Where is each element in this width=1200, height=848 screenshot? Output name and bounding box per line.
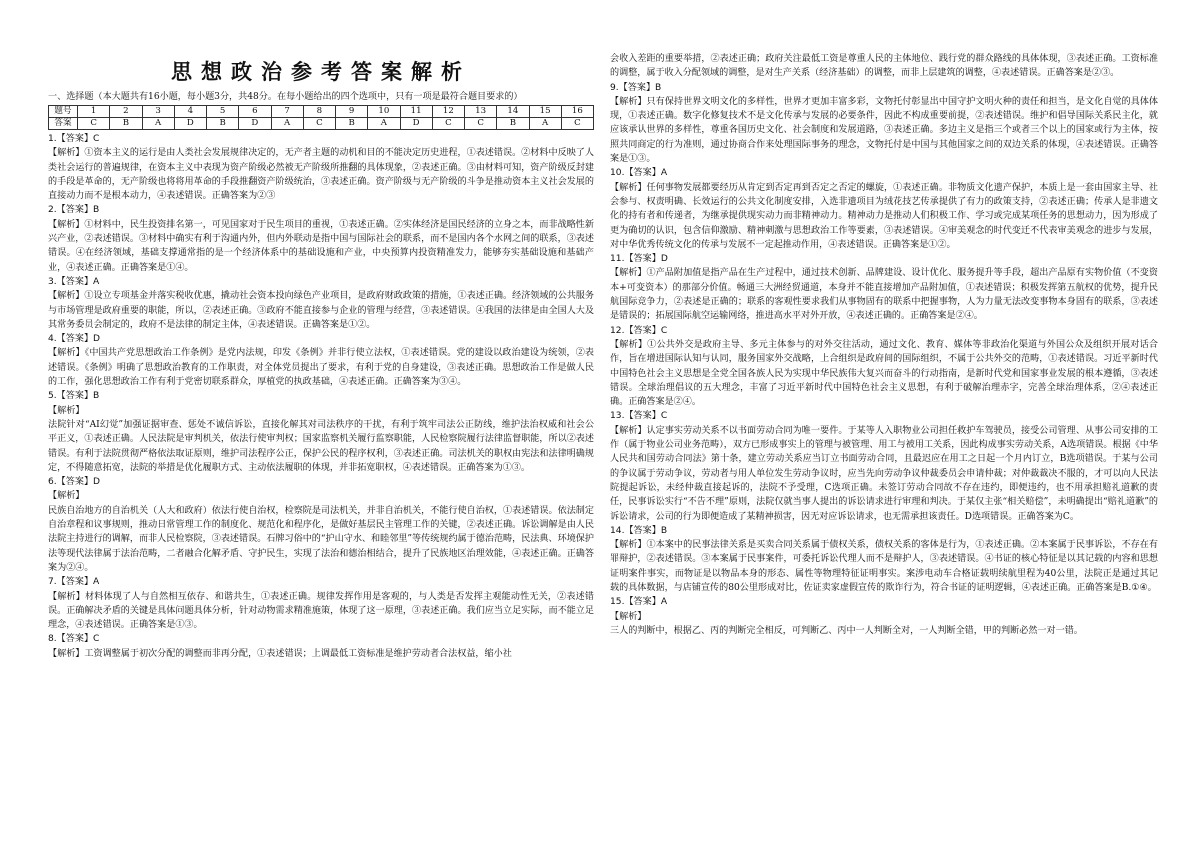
answer-explanation-item bbox=[610, 52, 1158, 81]
explanation-text: 【解析】 bbox=[48, 405, 85, 416]
answer-explanation-item bbox=[610, 252, 1158, 323]
answer-cell: A bbox=[368, 118, 400, 130]
answer-explanation-item bbox=[610, 324, 1158, 410]
left-column bbox=[48, 0, 594, 848]
explanation-text: 三人的判断中，根据乙、丙的判断完全相反，可判断乙、丙中一人判断全对，一人判断全错，甲的判断必然一对一错。 bbox=[610, 625, 1083, 636]
right-column bbox=[610, 0, 1158, 848]
explanation-text: 民族自治地方的自治机关（人大和政府）依法行使自治权，检察院是司法机关，并非自治机关，不能行使自治权，①表述错误。依法制定自治章程和议事规则，推动日常管理工作的制度化、规范化和程序化，是做好基层民主管理工作的关键，②表述正确。诉讼调解是由人民法院主持进行的调解，而非人民检察院，③表述错误。石牌习俗中的“护山守水、和睦邻里”等传统规约属于德治范畴，民法典、环境保护法等现代法律属于法治范畴，二者融合化解矛盾、守护民生，实现了法治和德治相结合，提升了民族地区治理效能，④表述正确。正确答案为②④。 bbox=[48, 505, 594, 573]
left-answer-list bbox=[48, 132, 594, 661]
answer-cell: D bbox=[239, 118, 271, 130]
explanation-text: 【解析】①公共外交是政府主导、多元主体参与的对外交往活动，通过文化、教育、媒体等非政治化渠道与外国公众及组织开展对话合作，旨在增进国际认知与认同，服务国家外交战略，上合组织是政府间的国际组织，不属于公共外交的范畴，①表述错误。习近平新时代中国特色社会主义思想是全党全国各族人民为实现中华民族伟大复兴而奋斗的行动指南，是新时代党和国家事业发展的根本遵循，③表述错误。全球治理倡议的五大理念，丰富了习近平新时代中国特色社会主义思想，有利于破解治理赤字，完善全球治理体系，②④表述正确。正确答案是②④。 bbox=[610, 339, 1158, 408]
explanation-text: 法院针对“AI幻觉”加强证据审查、惩处不诚信诉讼，直接化解其对司法秩序的干扰，有利于筑牢司法公正防线，维护法治权威和社会公平正义，①表述正确。人民法院是审判机关，依法行使审判权；国家监察机关履行监察职能，人民检察院履行法律监督职能，所以②表述错误。有利于法院贯彻严格依法取证原则，维护司法程序公正，保护公民的程序权利，③表述正确。司法机关的职权由宪法和法律明确规定，不得随意拓宽，法院的举措是优化履职方式、主动依法履职的体现，并非拓宽职权，④表述错误。正确答案为①③。 bbox=[48, 419, 594, 473]
explanation-text: 【解析】 bbox=[610, 611, 647, 622]
right-answer-list bbox=[610, 52, 1158, 638]
answer-table bbox=[48, 105, 594, 130]
answer-explanation-item bbox=[48, 475, 594, 575]
page-title: 思想政治参考答案解析 bbox=[171, 60, 471, 84]
question-number: 7 bbox=[271, 106, 303, 118]
answer-cell: D bbox=[400, 118, 432, 130]
question-number: 6 bbox=[239, 106, 271, 118]
question-number: 4 bbox=[174, 106, 206, 118]
answer-table-answer-row bbox=[49, 118, 594, 130]
answer-heading: 10.【答案】A bbox=[610, 168, 668, 179]
answer-cell: C bbox=[561, 118, 593, 130]
answer-cell: C bbox=[432, 118, 464, 130]
answer-heading: 15.【答案】A bbox=[610, 597, 668, 608]
answer-heading: 7.【答案】A bbox=[48, 577, 100, 588]
explanation-text: 【解析】①资本主义的运行是由人类社会发展规律决定的，无产者主题的动机和目的不能决定历史进程，①表述错误。②材料中反映了人类社会运行的普遍规律，在资本主义中表现为资产阶级必然被无产阶级所推翻的具体现象，②表述正确。③由材料可知，资产阶级反封建的手段是革命的，无产阶级也将将用革命的手段推翻资产阶级统治，③表述正确。资产阶级与无产阶级的斗争是推动资本主义社会发展的直接动力而不是根本动力，④表述错误。正确答案为②③ bbox=[48, 148, 594, 202]
answer-explanation-item bbox=[610, 409, 1158, 523]
answer-explanation-item bbox=[48, 575, 594, 632]
question-number: 11 bbox=[400, 106, 432, 118]
question-number: 3 bbox=[142, 106, 174, 118]
answer-explanation-item bbox=[48, 389, 594, 475]
answer-heading: 11.【答案】D bbox=[610, 254, 668, 265]
answer-explanation-item bbox=[48, 203, 594, 274]
answer-heading: 8.【答案】C bbox=[48, 634, 100, 645]
explanation-text: 【解析】材料体现了人与自然相互依存、和谐共生，①表述正确。规律发挥作用是客观的，与人类是否发挥主观能动性无关，②表述错误。正确解决矛盾的关键是具体问题具体分析，针对动物需求精准施策，体现了这一原理，③表述正确。我们应当立足实际，而不能立足理念，④表述错误。正确答案是①③。 bbox=[48, 591, 594, 631]
answer-heading: 12.【答案】C bbox=[610, 325, 668, 336]
explanation-text: 【解析】只有保持世界文明文化的多样性，世界才更加丰富多彩，文物托付彰显出中国守护文明火种的责任和担当，是文化自觉的具体体现，①表述正确。数字化修复技术不是文化传承与发展的必要条件，因此不构成重要前提，②表述错误。维护和倡导国际关系民主化，就应该承认世界的多样性，尊重各国历史文化、社会制度和发展道路，③表述正确。多边主义是指三个或者三个以上的国家或行为主体，按照共同商定的行为准则，通过协商合作来处理国际事务的理念，文物托付是中国与其他国家之间的双边关系的体现，④表述错误。正确答案是①③。 bbox=[610, 96, 1158, 165]
answer-explanation-item bbox=[48, 275, 594, 332]
answer-cell: C bbox=[78, 118, 110, 130]
answer-cell: B bbox=[110, 118, 142, 130]
answer-heading: 6.【答案】D bbox=[48, 477, 101, 488]
question-number: 10 bbox=[368, 106, 400, 118]
answer-explanation-item bbox=[610, 595, 1158, 638]
explanation-text: 【解析】①材料中，民生投资排名第一，可见国家对于民生项目的重视，①表述正确。②实体经济是国民经济的立身之本，而非战略性新兴产业，②表述错误。③材料中确实有利于沟通内外，但内外联动是指中国与国际社会的联系，而不是国内各个水网之间的联系，③表述错误。④在经济领域，基础支撑通常指的是一个经济体系中的基础设施和产业，中央预算内投资精准发力，能够夯实基础设施和基础产业，④表述正确。正确答案是①④。 bbox=[48, 219, 594, 273]
explanation-text: 【解析】工资调整属于初次分配的调整而非再分配，①表述错误；上调最低工资标准是维护劳动者合法权益，缩小社 bbox=[48, 648, 512, 659]
answer-heading: 5.【答案】B bbox=[48, 391, 100, 402]
question-number: 9 bbox=[336, 106, 368, 118]
question-number: 5 bbox=[207, 106, 239, 118]
answer-cell: A bbox=[271, 118, 303, 130]
answer-explanation-item bbox=[610, 166, 1158, 252]
question-number: 13 bbox=[465, 106, 497, 118]
question-number: 14 bbox=[497, 106, 529, 118]
explanation-text: 【解析】《中国共产党思想政治工作条例》是党内法规，印发《条例》并非行使立法权，①表述错误。党的建设以政治建设为统领，②表述错误。《条例》明确了思想政治教育的工作职责，对全体党员提出了要求，有利于党的自身建设，③表述正确。思想政治工作是做人民的工作，强化思想政治工作有利于党密切联系群众，厚植党的执政基础，④表述正确。正确答案为③④。 bbox=[48, 348, 594, 388]
question-number: 1 bbox=[78, 106, 110, 118]
answer-explanation-item bbox=[48, 132, 594, 203]
answer-heading: 13.【答案】C bbox=[610, 411, 668, 422]
explanation-text: 【解析】任何事物发展都要经历从肯定到否定再到否定之否定的螺旋，①表述正确。非物质文化遗产保护，本质上是一套由国家主导、社会参与、权责明确、长效运行的公共文化制度安排，入选非遗项目为绒花技艺传承提供了有力的政策支持，②表述正确；传承人是非遗文化的持有者和传递者，为继承提供现实动力而非精神动力。精神动力是推动人们积极工作、学习或完成某项任务的思想动力，因为形成了更为确切的认识，包含信仰激励、精神刺激与思想政治工作等要素，③表述错误。④审美观念的时代变迁不代表审美观念的进步与发展，对中华优秀传统文化的传承与发展不一定起推动作用，④表述错误。正确答案是①②。 bbox=[610, 182, 1158, 250]
question-number: 15 bbox=[529, 106, 561, 118]
answer-explanation-item bbox=[610, 81, 1158, 167]
explanation-text: 【解析】 bbox=[48, 491, 85, 502]
question-number: 16 bbox=[561, 106, 593, 118]
row-label: 答案 bbox=[49, 118, 78, 130]
explanation-text: 会收入差距的重要举措，②表述正确；政府关注最低工资是尊重人民的主体地位、践行党的群众路线的具体体现，③表述正确。工资标准的调整，属于收入分配领域的调整，是对生产关系（经济基础）的调整，而非上层建筑的调整，④表述错误。正确答案是②③。 bbox=[610, 54, 1158, 79]
answer-heading: 14.【答案】B bbox=[610, 525, 668, 536]
answer-cell: C bbox=[303, 118, 335, 130]
row-label: 题号 bbox=[49, 106, 78, 118]
explanation-text: 【解析】认定事实劳动关系不以书面劳动合同为唯一要件。于某等人入职物业公司担任救护车驾驶员，接受公司管理、从事公司安排的工作（属于物业公司业务范畴），双方已形成事实上的管理与被管理、用工与被用工关系，因此构成事实劳动关系，A选项错误。根据《中华人民共和国劳动合同法》第十条，建立劳动关系应当订立书面劳动合同，且最迟应在用工之日起一个月内订立，B选项错误。于某与公司的争议属于劳动争议，劳动者与用人单位发生劳动争议时，应当先向劳动争议仲裁委员会申请仲裁；对仲裁裁决不服的，才可以向人民法院提起诉讼，未经仲裁直接起诉的，法院不予受理，C选项正确。未签订劳动合同故不存在违约，即便违约，也不用承担赔礼道歉的责任，民事诉讼实行“不告不理”原则，法院仅就当事人提出的诉讼请求进行审理和判决。于某仅主张“相关赔偿”，未明确提出“赔礼道歉”的诉讼请求，公司的行为即便造成了某精神损害，因无对应诉讼请求，也无需承担该责任。D选项错误。正确答案为C。 bbox=[610, 425, 1158, 522]
answer-heading: 4.【答案】D bbox=[48, 334, 101, 345]
answer-cell: C bbox=[465, 118, 497, 130]
explanation-text: 【解析】①产品附加值是指产品在生产过程中，通过技术创新、品牌建设、设计优化、服务提升等手段，超出产品原有实物价值（不变资本+可变资本）的那部分价值。畅通三大洲经贸通道，本身并不能直接增加产品附加值，①表述错误；积极发挥第五航权的优势，提升民航国际竞争力，②表述是正确的；联系的客观性要求我们从事物固有的联系中把握事物，人为力量无法改变事物本身固有的联系，③表述是错误的；拓展国际航空运输网络，推进高水平对外开放，④表述正确的。正确答案是②④。 bbox=[610, 268, 1158, 322]
section-intro: 一、选择题（本大题共有16小题，每小题3分，共48分。在每小题给出的四个选项中，只有一项是最符合题目要求的） bbox=[48, 92, 523, 102]
answer-heading: 2.【答案】B bbox=[48, 205, 100, 216]
answer-cell: B bbox=[336, 118, 368, 130]
explanation-text: 【解析】①本案中的民事法律关系是买卖合同关系属于债权关系，债权关系的客体是行为，①表述正确。②本案属于民事诉讼，不存在有罪辩护，②表述错误。③本案属于民事案件，可委托诉讼代理人而不是辩护人，③表述错误。④书证的核心特征是以其记载的内容和思想证明案件事实，而物证是以物品本身的形态、属性等物理特征证明事实。案涉电动车合格证载明续航里程为40公里，法院正是通过其记载的具体数据，与店铺宣传的80公里形成对比，佐证卖家虚假宣传的欺诈行为，符合书证的证明逻辑，④表述正确。正确答案是B.①④。 bbox=[610, 540, 1158, 593]
explanation-text: 【解析】①设立专项基金并落实税收优惠，撬动社会资本投向绿色产业项目，是政府财政政策的措施，①表述正确。经济领域的公共服务与市场管理是政府重要的职能，所以，②表述正确。③政府不能直接参与企业的管理与经营，③表述错误。④我国的法律是由全国人大及其常务委员会制定的，政府不是法律的制定主体，④表述错误。正确答案是①②。 bbox=[48, 291, 594, 330]
question-number: 12 bbox=[432, 106, 464, 118]
answer-cell: A bbox=[142, 118, 174, 130]
answer-cell: B bbox=[497, 118, 529, 130]
answer-explanation-item bbox=[48, 632, 594, 661]
question-number: 2 bbox=[110, 106, 142, 118]
answer-cell: A bbox=[529, 118, 561, 130]
answer-table-number-row bbox=[49, 106, 594, 118]
answer-cell: B bbox=[207, 118, 239, 130]
answer-explanation-item bbox=[48, 332, 594, 389]
answer-heading: 3.【答案】A bbox=[48, 276, 100, 287]
question-number: 8 bbox=[303, 106, 335, 118]
answer-heading: 1.【答案】C bbox=[48, 134, 100, 144]
answer-explanation-item bbox=[610, 524, 1158, 595]
answer-heading: 9.【答案】B bbox=[610, 82, 662, 93]
answer-cell: D bbox=[174, 118, 206, 130]
